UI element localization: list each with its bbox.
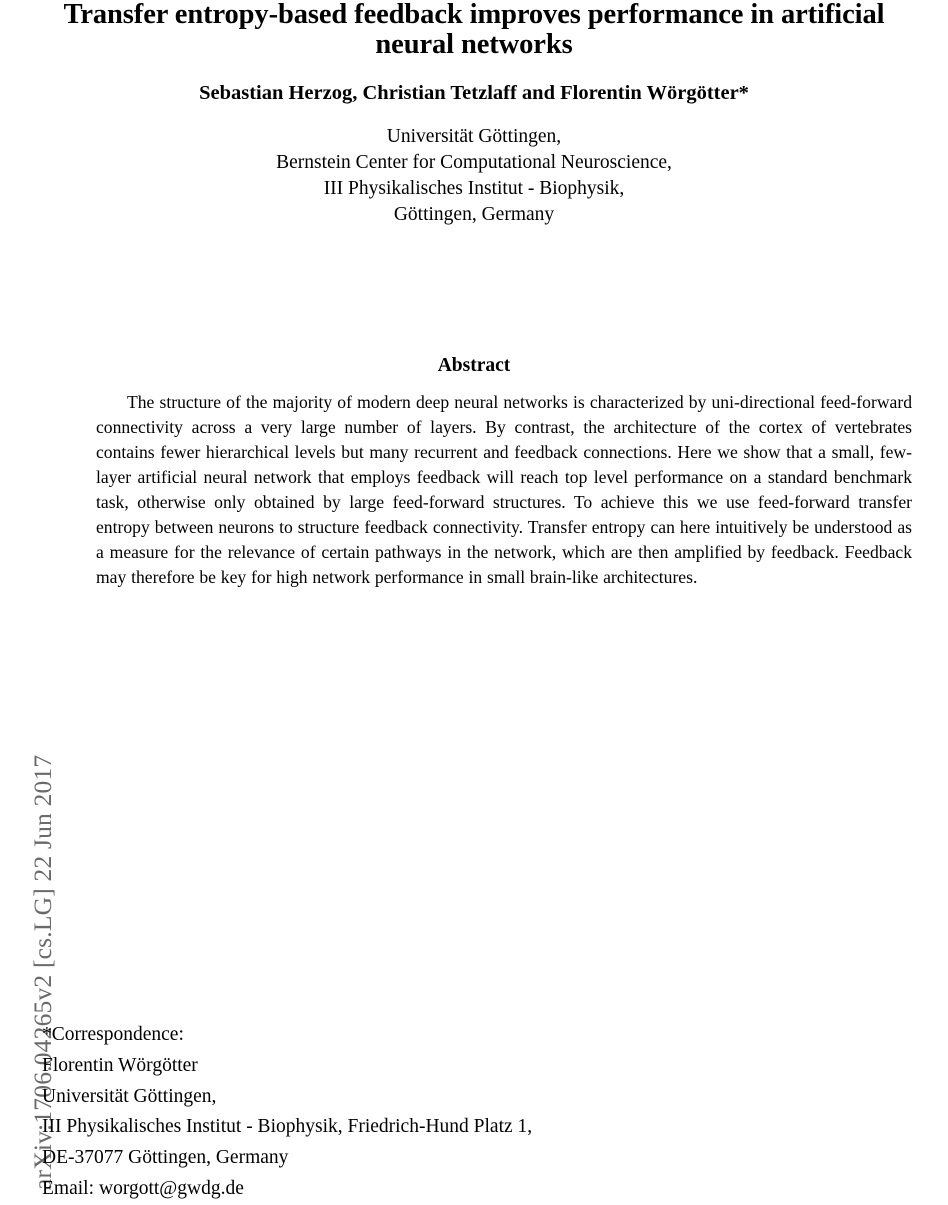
- email-label: Email:: [42, 1177, 94, 1199]
- page-title: Transfer entropy-based feedback improves performance in artificial neural networks: [63, 0, 885, 61]
- affiliation-line: III Physikalisches Institut - Biophysik,: [323, 178, 625, 200]
- abstract-heading: Abstract: [437, 355, 511, 376]
- abstract-text: The structure of the majority of modern deep neural networks is characterized by uni-directional feed-forward connectivity across a very large number of layers. By contrast, the architecture of the cortex of vertebrates contains fewer hierarchical levels but many recurrent and feedback connections. Here we show that a small, few-layer artificial neural network that employs feedback will reach top level performance on a standard benchmark task, otherwise only obtained by large feed-forward structures. To achieve this we use feed-forward transfer entropy between neurons to structure feedback connectivity. Transfer entropy can here intuitively be understood as a measure for the relevance of certain pathways in the network, which are then amplified by feedback. Feedback may therefore be key for high network performance in small brain-like architectures.: [96, 392, 912, 587]
- arxiv-stamp-text: arXiv:1706.04265v2 [cs.LG] 22 Jun 2017: [28, 754, 57, 1190]
- correspondence-address-line-1: III Physikalisches Institut - Biophysik, Friedrich-Hund Platz 1,: [42, 1116, 533, 1138]
- correspondence-block: [42, 1020, 902, 1205]
- correspondence-name: Florentin Wörgötter: [42, 1054, 198, 1076]
- email-address[interactable]: worgott@gwdg.de: [99, 1177, 244, 1199]
- affiliation-line: Bernstein Center for Computational Neuroscience,: [276, 152, 672, 174]
- correspondence-institution: Universität Göttingen,: [42, 1085, 217, 1107]
- affiliation-line: Göttingen, Germany: [393, 204, 555, 226]
- affiliation-block: [60, 124, 888, 229]
- correspondence-marker: *Correspondence:: [42, 1024, 184, 1045]
- affiliation-line: Universität Göttingen,: [386, 126, 562, 147]
- correspondence-address-line-2: DE-37077 Göttingen, Germany: [42, 1147, 289, 1169]
- correspondence-email-row: [42, 1174, 902, 1205]
- author-list: Sebastian Herzog, Christian Tetzlaff and Florentin Wörgötter*: [199, 82, 749, 104]
